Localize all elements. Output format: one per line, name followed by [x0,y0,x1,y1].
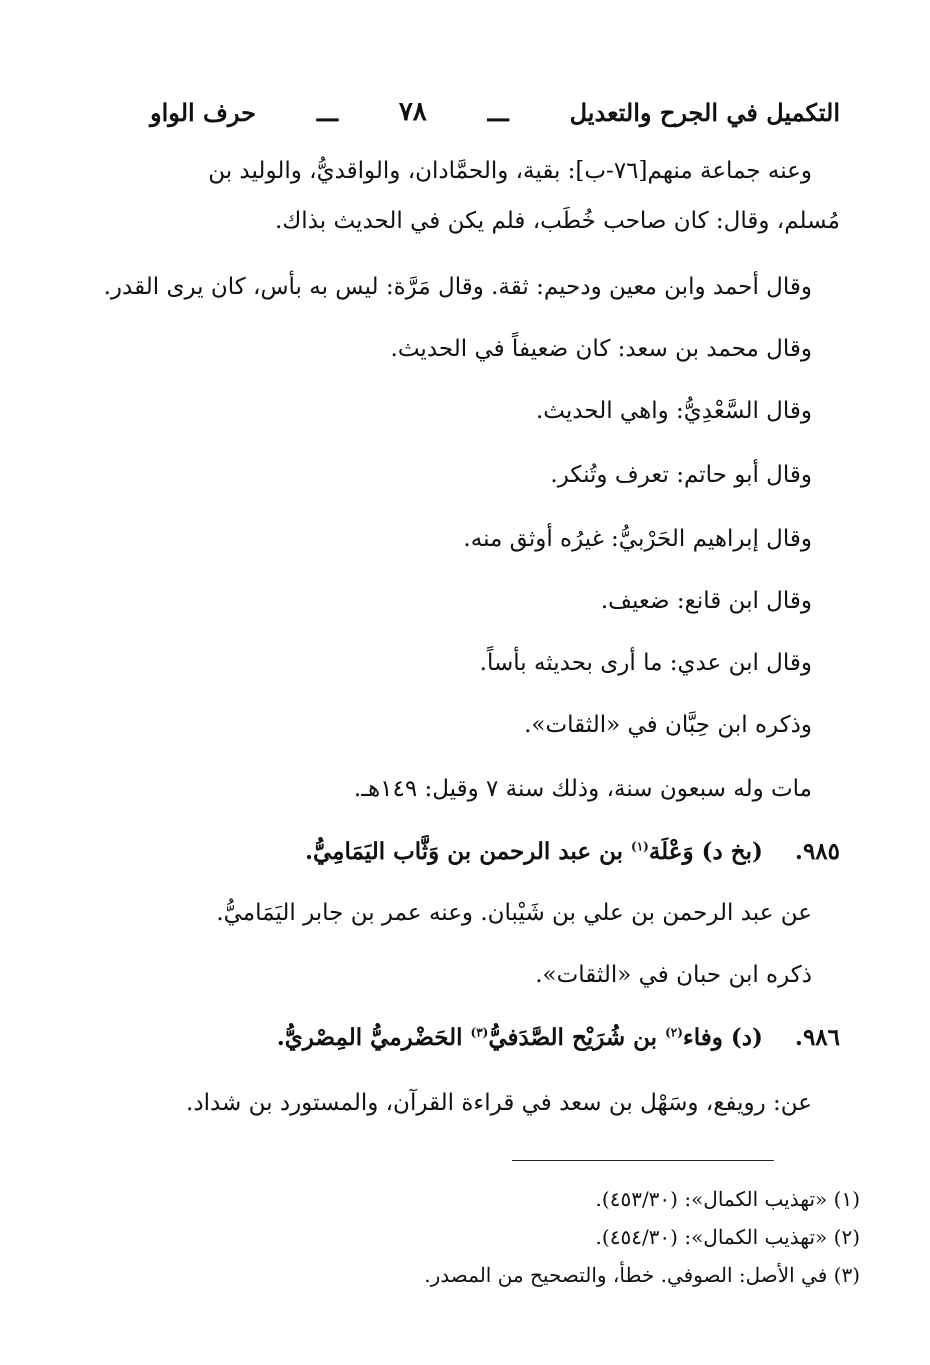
footnotes [300,1180,860,1294]
footnote-2: (٢) «تهذيب الكمال»: (٤٥٤/٣٠). [595,1225,860,1249]
text-line: مُسلم، وقال: كان صاحب خُطَب، فلم يكن في الحديث بذاك. [275,208,840,234]
text-line: عن: رويفع، وسَهْل بن سعد في قراءة القرآن، والمستورد بن شداد. [186,1090,812,1116]
footnote-1: (١) «تهذيب الكمال»: (٤٥٣/٣٠). [595,1187,860,1211]
entry-lineage: بن عبد الرحمن بن وَثَّاب اليَمَامِيُّ. [304,838,631,865]
entry-lineage: بن شُرَيْح الصَّدَفيُّ [488,1024,666,1051]
text-line: وقال إبراهيم الحَرْبيُّ: غيرُه أوثق منه. [463,526,812,552]
text-line: وقال محمد بن سعد: كان ضعيفاً في الحديث. [390,336,812,362]
text-line: وقال أحمد وابن معين ودحيم: ثقة. وقال مَرَّة: ليس به بأس، كان يرى القدر. [103,274,812,300]
entry-name: (د) وفاء [682,1024,763,1051]
header-separator-1: ـــ [487,97,509,127]
entry-number: ٩٨٥. [794,838,840,865]
section-title: حرف الواو [150,97,256,127]
footnote-ref: (١) [631,839,649,854]
footnote-3: (٣) في الأصل: الصوفي. خطأ، والتصحيح من المصدر. [424,1263,860,1287]
footnote-divider [512,1160,774,1161]
entry-nisba: الحَضْرميُّ المِصْريُّ. [276,1024,471,1051]
running-header [150,88,840,136]
entry-number: ٩٨٦. [794,1024,840,1051]
entry-name: (بخ د) وَعْلَة [648,838,763,865]
footnote-ref: (٣) [470,1025,489,1040]
text-line: وقال ابن قانع: ضعيف. [600,588,812,614]
text-line: وقال ابن عدي: ما أرى بحديثه بأساً. [479,650,812,676]
book-title: التكميل في الجرح والتعديل [569,97,840,127]
entry-heading-986 [277,1024,840,1052]
entry-heading-985 [305,838,840,866]
text-line: وعنه جماعة منهم[٧٦-ب]: بقية، والحمَّادان، والواقديُّ، والوليد بن [208,158,812,184]
page-number: ٧٨ [398,97,427,127]
text-line: وقال السَّعْدِيُّ: واهي الحديث. [536,398,812,424]
text-line: ذكره ابن حبان في «الثقات». [535,962,812,988]
text-line: مات وله سبعون سنة، وذلك سنة ٧ وقيل: ١٤٩هـ. [353,776,812,802]
text-line: وذكره ابن حِبَّان في «الثقات». [524,712,812,738]
header-separator-2: ـــ [316,97,338,127]
text-line: عن عبد الرحمن بن علي بن شَيْبان. وعنه عمر بن جابر اليَمَاميُّ. [216,900,812,926]
footnote-ref: (٢) [665,1025,683,1040]
text-line: وقال أبو حاتم: تعرف وتُنكر. [550,462,812,488]
